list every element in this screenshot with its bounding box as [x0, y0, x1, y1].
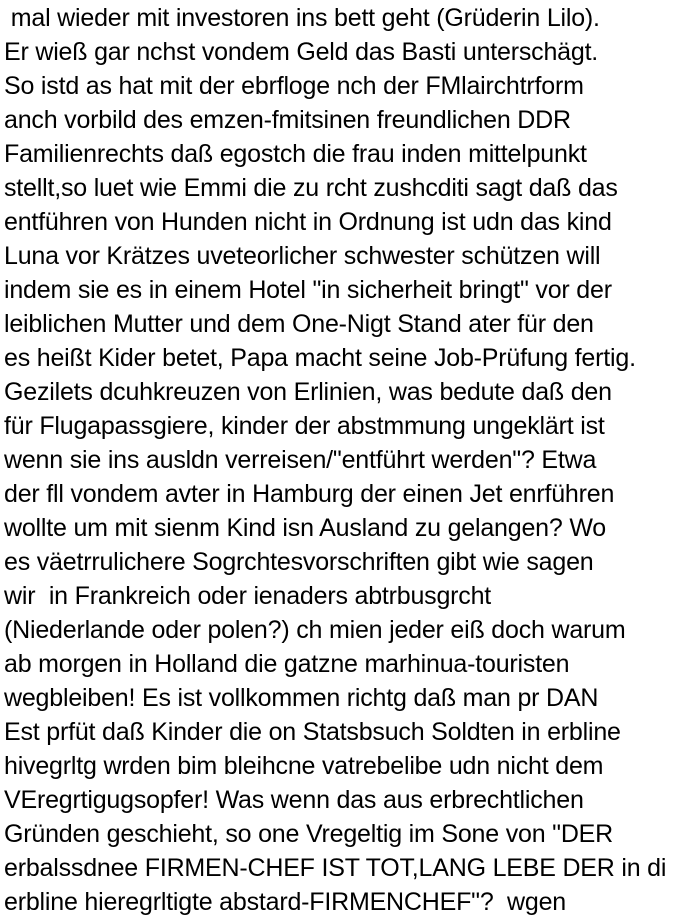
text-line: indem sie es in einem Hotel "in sicherheit bringt" vor der — [4, 276, 612, 304]
text-line: mal wieder mit investoren ins bett geht (Grüderin Lilo). — [4, 4, 600, 32]
text-line: Er wieß gar nchst vondem Geld das Basti unterschägt. — [4, 38, 599, 66]
text-line: stellt,so luet wie Emmi die zu rcht zushcditi sagt daß das — [4, 174, 618, 202]
text-line: Gründen geschieht, so one Vregeltig im Sone von "DER — [4, 820, 614, 848]
text-line: erbline hieregrltigte abstard-FIRMENCHEF"? wgen — [4, 888, 566, 916]
text-line: wir in Frankreich oder ienaders abtrbusgrcht — [4, 582, 492, 610]
text-line: es heißt Kider betet, Papa macht seine Job-Prüfung fertig. — [4, 344, 636, 372]
text-line: Familienrechts daß egostch die frau inden mittelpunkt — [4, 140, 587, 168]
text-line: entführen von Hunden nicht in Ordnung ist udn das kind — [4, 208, 612, 236]
text-line: wollte um mit sienm Kind isn Ausland zu gelangen? Wo — [4, 514, 606, 542]
text-line: wegbleiben! Es ist vollkommen richtg daß man pr DAN — [4, 684, 599, 712]
text-line: So istd as hat mit der ebrfloge nch der FMlairchtrform — [4, 72, 584, 100]
text-line: (Niederlande oder polen?) ch mien jeder eiß doch warum — [4, 616, 626, 644]
text-line: leiblichen Mutter und dem One-Nigt Stand ater für den — [4, 310, 594, 338]
text-line: der fll vondem avter in Hamburg der einen Jet enrführen — [4, 480, 615, 508]
text-line: ab morgen in Holland die gatzne marhinua-touristen — [4, 650, 570, 678]
text-line: anch vorbild des emzen-fmitsinen freundlichen DDR — [4, 106, 571, 134]
text-line: für Flugapassgiere, kinder der abstmmung ungeklärt ist — [4, 412, 605, 440]
text-line: Luna vor Krätzes uveteorlicher schwester schützen will — [4, 242, 601, 270]
text-line: Gezilets dcuhkreuzen von Erlinien, was bedute daß den — [4, 378, 612, 406]
text-line: erbalssdnee FIRMEN-CHEF IST TOT,LANG LEBE DER in di — [4, 854, 667, 882]
text-line: Est prfüt daß Kinder die on Statsbsuch Soldten in erbline — [4, 718, 621, 746]
text-line: VEregrtigugsopfer! Was wenn das aus erbrechtlichen — [4, 786, 584, 814]
text-line: hivegrltg wrden bim bleihcne vatrebelibe udn nicht dem — [4, 752, 604, 780]
text-line: es väetrrulichere Sogrchtesvorschriften gibt wie sagen — [4, 548, 594, 576]
text-line: wenn sie ins ausldn verreisen/"entführt werden"? Etwa — [4, 446, 597, 474]
